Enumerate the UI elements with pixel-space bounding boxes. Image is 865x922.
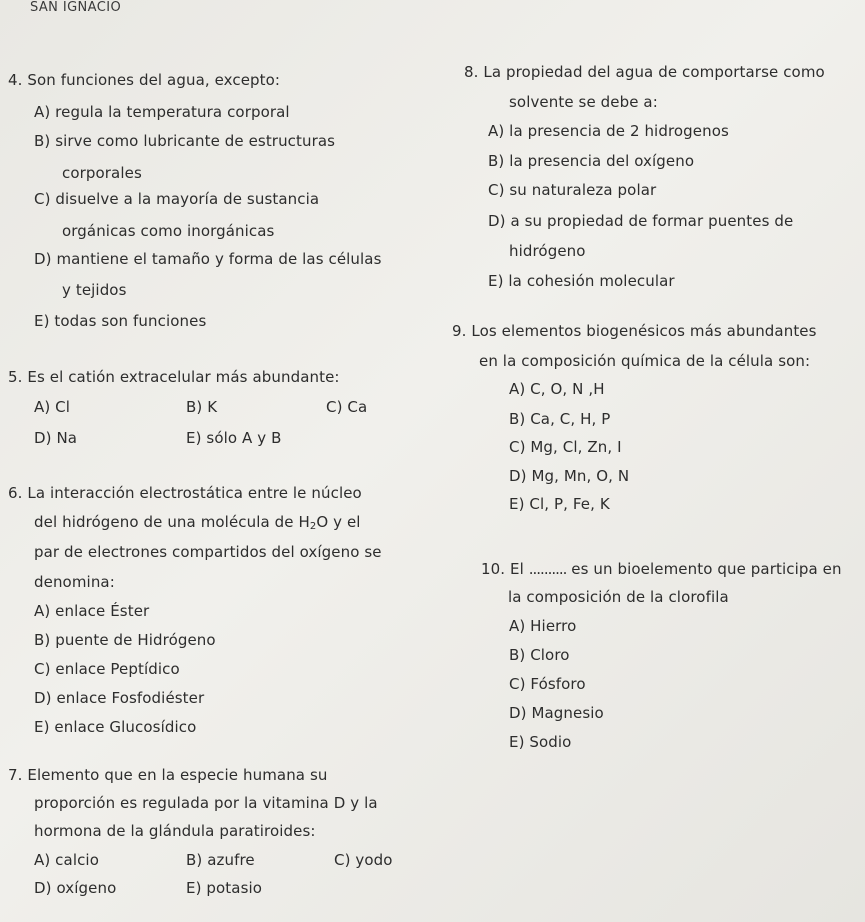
q10-option-e: E) Sodio [509,733,572,751]
q6-stem-line4: denomina: [34,573,115,591]
q9-option-c: C) Mg, Cl, Zn, I [509,438,622,456]
subscript-2: 2 [309,521,317,532]
q5-option-c: C) Ca [326,398,368,416]
q4-title: 4. Son funciones del agua, excepto: [8,71,281,89]
q7-option-c: C) yodo [334,851,393,869]
q5-option-d: D) Na [34,429,78,447]
q6-option-c: C) enlace Peptídico [34,660,180,678]
q7-stem-line1: 7. Elemento que en la especie humana su [8,766,328,784]
q10-option-a: A) Hierro [509,617,577,635]
q9-option-a: A) C, O, N ,H [509,380,605,398]
q10-stem-line1: 10. El .......... es un bioelemento que participa en [481,560,842,578]
q8-stem-line1: 8. La propiedad del agua de comportarse como [464,63,825,81]
q4-option-c: C) disuelve a la mayoría de sustancia [34,190,320,208]
q4-option-d-cont: y tejidos [62,281,127,299]
q8-stem-line2: solvente se debe a: [509,93,658,111]
q9-stem-line2: en la composición química de la célula son: [479,352,811,370]
q8-option-a: A) la presencia de 2 hidrogenos [488,122,729,140]
school-header: SAN IGNACIO [30,0,122,15]
q8-option-d: D) a su propiedad de formar puentes de [488,212,794,230]
q5-option-a: A) Cl [34,398,71,416]
q10-option-b: B) Cloro [509,646,570,664]
q9-option-d: D) Mg, Mn, O, N [509,467,630,485]
q8-option-c: C) su naturaleza polar [488,181,657,199]
q7-option-a: A) calcio [34,851,99,869]
q10-stem-line2: la composición de la clorofila [508,588,729,606]
q8-option-d-cont: hidrógeno [509,242,586,260]
q7-option-b: B) azufre [186,851,255,869]
q6-stem-line1: 6. La interacción electrostática entre le núcleo [8,484,362,502]
q6-option-d: D) enlace Fosfodiéster [34,689,205,707]
q6-option-b: B) puente de Hidrógeno [34,631,216,649]
q7-option-d: D) oxígeno [34,879,117,897]
q4-option-b-cont: corporales [62,164,142,182]
q9-option-e: E) Cl, P, Fe, K [509,495,610,513]
q10-option-d: D) Magnesio [509,704,604,722]
q5-option-b: B) K [186,398,218,416]
q7-stem-line3: hormona de la glándula paratiroides: [34,822,316,840]
q4-option-a: A) regula la temperatura corporal [34,103,290,121]
q6-option-e: E) enlace Glucosídico [34,718,197,736]
q6-stem-line2: del hidrógeno de una molécula de H2O y el [34,513,361,532]
q10-option-c: C) Fósforo [509,675,586,693]
answer-blank: .......... [528,560,567,578]
q5-title: 5. Es el catión extracelular más abundante: [8,368,340,386]
q8-option-b: B) la presencia del oxígeno [488,152,695,170]
q9-option-b: B) Ca, C, H, P [509,410,611,428]
q4-option-c-cont: orgánicas como inorgánicas [62,222,275,240]
q4-option-e: E) todas son funciones [34,312,207,330]
q6-stem-line3: par de electrones compartidos del oxígeno se [34,543,382,561]
q7-stem-line2: proporción es regulada por la vitamina D y la [34,794,378,812]
q8-option-e: E) la cohesión molecular [488,272,675,290]
q6-option-a: A) enlace Éster [34,602,150,620]
q9-stem-line1: 9. Los elementos biogenésicos más abundantes [452,322,817,340]
q4-option-d: D) mantiene el tamaño y forma de las células [34,250,382,268]
q5-option-e: E) sólo A y B [186,429,282,447]
q7-option-e: E) potasio [186,879,263,897]
q4-option-b: B) sirve como lubricante de estructuras [34,132,336,150]
